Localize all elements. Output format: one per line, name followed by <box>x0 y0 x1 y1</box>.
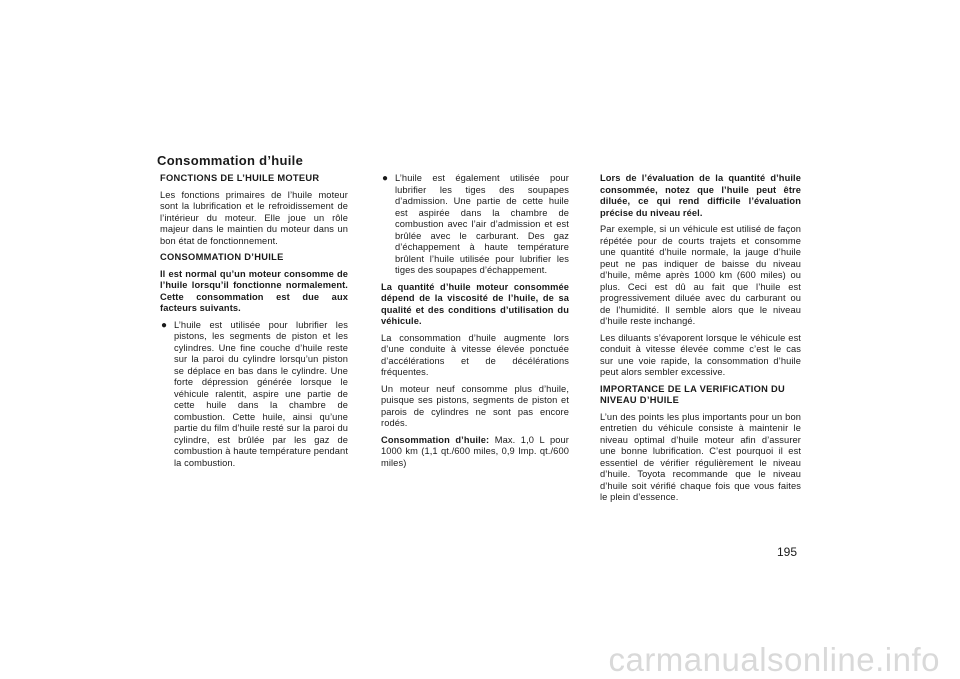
bullet-icon: ● <box>161 319 168 331</box>
bullet-item-valve-stems <box>381 173 569 277</box>
paragraph-importance: L’un des points les plus importants pour un bon entretien du véhicule consiste à maintenir le niveau optimal d’huile moteur afin d’assurer une bonne lubrification. C’est pourquoi il est essentiel de vérifier régulièrement le niveau d’huile. Toyota recommande que le niveau d’huile soit vérifié chaque fois que vous faites le plein d’essence. <box>600 411 801 502</box>
consumption-label: Consommation d’huile: <box>381 434 490 445</box>
bullet-text: L’huile est également utilisée pour lubrifier les tiges des soupapes d’admission. Une partie de cette huile est aspirée dans la chambre de combustion avec l’air d’admission et est brûlée avec le carburant. Des gaz d’échappement à haute température brûlent l’huile utilisée pour lubrifier les tiges des soupapes d’échappement. <box>395 173 569 275</box>
paragraph-dilution-note: Lors de l’évaluation de la quantité d’huile consommée, notez que l’huile peut être diluée, ce qui rend difficile l’évaluation précise du niveau réel. <box>600 173 801 218</box>
bullet-text: L’huile est utilisée pour lubrifier les pistons, les segments de piston et les cylindres. Une fine couche d’huile reste sur la paroi du cylindre lorsqu’un piston se déplace en bas dans le cylindre. Une forte dépression générée lorsque le véhicule ralentit, aspire une partie de cette huile dans la chambre de combustion. Cette huile, ainsi qu’une partie du film d’huile resté sur la paroi du cylindre, est brûlée par les gaz de combustion à haute température pendant la combustion. <box>174 319 348 468</box>
page-number: 195 <box>777 545 798 559</box>
column-1 <box>160 173 348 474</box>
bullet-icon: ● <box>382 173 389 184</box>
consumption-value: Max. 1,0 L pour 1000 km (1,1 qt./600 miles, 0,9 Imp. qt./600 miles) <box>381 434 569 468</box>
paragraph-diluents-evaporate: Les diluants s’évaporent lorsque le véhicule est conduit à vitesse élevée comme c’est le cas sur une voie rapide, la consommation d’huile peut alors sembler excessive. <box>600 332 801 377</box>
paragraph-short-trips-example: Par exemple, si un véhicule est utilisé de façon répétée pour de courts trajets et consomme une quantité d’huile normale, la jauge d’huile peut ne pas indiquer de baisse du niveau d’huile, même après 1000 km (600 miles) ou plus. Ceci est dû au fait que l’huile est progressivement diluée avec du carburant ou de l’humidité. Il semble alors que le niveau d’huile reste inchangé. <box>600 224 801 326</box>
paragraph-consumption-spec <box>381 435 569 470</box>
paragraph-new-engine: Un moteur neuf consomme plus d’huile, puisque ses pistons, segments de piston et parois de cylindres ne sont pas encore rodés. <box>381 383 569 428</box>
bullet-item-pistons <box>160 320 348 470</box>
section-heading-engine-oil-functions: FONCTIONS DE L’HUILE MOTEUR <box>160 173 320 183</box>
section-heading-importance-check: IMPORTANCE DE LA VERIFICATION DU NIVEAU D’HUILE <box>600 383 786 405</box>
paragraph-oil-functions: Les fonctions primaires de l’huile moteur sont la lubrification et le refroidissement de l’intérieur du moteur. Elle joue un rôle majeur dans le maintien du moteur dans un bon état de fonctionnement. <box>160 189 348 246</box>
section-heading-oil-consumption: CONSOMMATION D’HUILE <box>160 252 284 262</box>
paragraph-normal-consumption: Il est normal qu’un moteur consomme de l’huile lorsqu’il fonctionne normalement. Cette consommation est due aux facteurs suivants. <box>160 268 348 313</box>
paragraph-high-speed: La consommation d’huile augmente lors d’une conduite à vitesse élevée ponctuée d’accélérations et de décélérations fréquentes. <box>381 332 569 377</box>
page-title: Consommation d’huile <box>157 153 304 168</box>
column-2 <box>381 173 569 474</box>
column-3 <box>600 173 801 509</box>
paragraph-consumption-factors: La quantité d’huile moteur consommée dépend de la viscosité de l’huile, de sa qualité et des conditions d’utilisation du véhicule. <box>381 281 569 326</box>
watermark: carmanualsonline.info <box>608 641 940 678</box>
